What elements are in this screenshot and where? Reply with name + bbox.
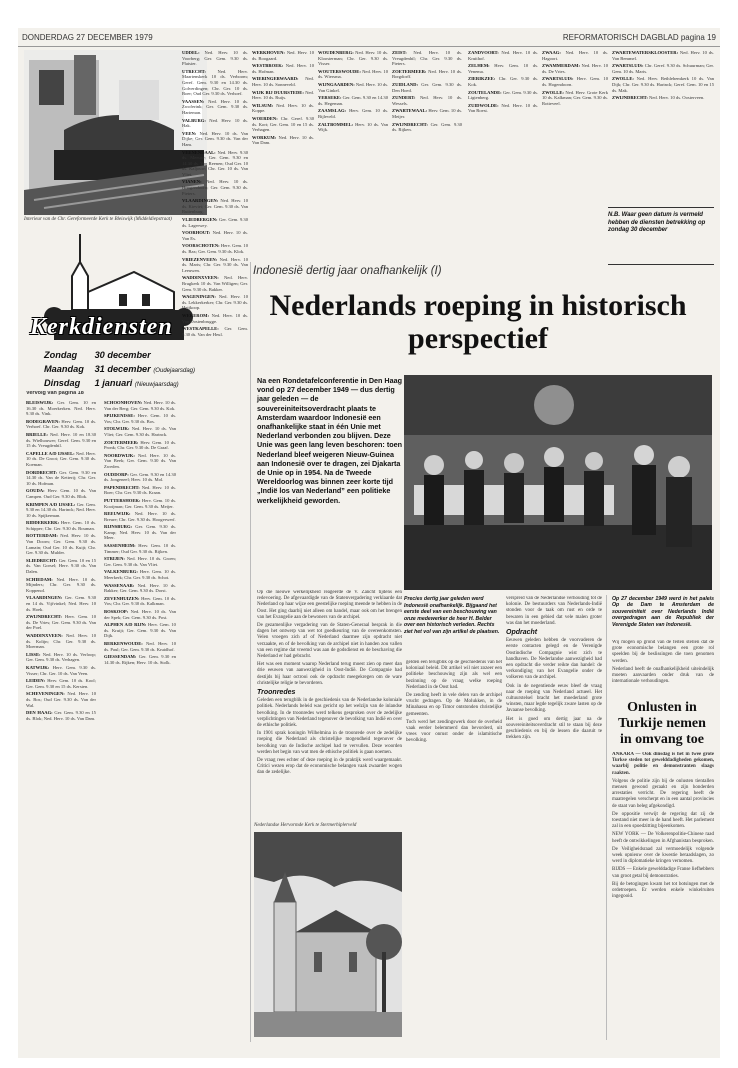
church-interior-photo	[24, 50, 207, 215]
listing-column-1: BLEISWIJK: Ger. Gem. 10 en 16.30 ds. Moerkerken. Ned. Herv. 9.30 ds. Vink. BODEGRAVEN: Herv. Gem. 10 ds. Verhoef. Chr. Ger. 9.30 ds. Kok. BRIELLE: Ned. Herv. 10 en 18.30 ds. Wielhouwer; Geref. Gem. 9.30 en 15 ds. Vreugdenhil. CAPELLE A/D IJSSEL: Ned. Herv. 10 ds. De Groot; Ger. Gem. 9.30 ds. Koeman. DORDRECHT: Ger. Gem. 9.30 en 14.30 ds. Van de Ketterij; Chr. Ger. 10 ds. Hofman. GOUDA: Herv. Gem. 10 ds. Van Campen. Oud Ger. 9.30 ds. Blok. KRIMPEN A/D IJSSEL: Ger. Gem. 9.30 en 14.30 ds. Harinck; Ned. Herv. 10 ds. Spijkerman. RIDDERKERK: Herv. Gem. 10 ds. Schipper; Chr. Ger. 9.30 ds. Bouman. ROTTERDAM: Ned. Herv. 10 ds. Van Doorn; Ger. Gem. 9.30 ds. Lamain; Oud Ger. 10 ds. Kuijt; Chr. Ger. 9.30 ds. Mulder. SLIEDRECHT: Ger. Gem. 10 en 15 ds. Van Gorsel; Herv. 9.30 ds. Van Dalen. SCHIEDAM: Ned. Herv. 10 ds. Mijnders; Chr. Ger. 9.30 ds. Koppenol. VLAARDINGEN: Ger. Gem. 9.30 en 14 ds. Vijfvinkel; Ned. Herv. 10 ds. Hoek. ZWIJNDRECHT: Herv. Gem. 10 ds. De Vries; Ger. Gem. 9.30 ds. Van der Poel. WADDINXVEEN: Ned. Herv. 10 ds. Kolijn; Chr. Ger. 9.30 ds. Moerman. LISSE: Ned. Herv. 10 ds. Verloop; Ger. Gem. 9.30 ds. Verhagen. KATWIJK: Herv. Gem. 9.30 ds. Visser; Chr. Ger. 10 ds. Van Veen. LEIDEN: Herv. Gem. 10 ds. Kool; Ger. Gem. 9.30 en 15 ds. Kersten. SCHEVENINGEN: Ned. Herv. 10 ds. Bos; Oud Ger. 9.30 ds. Van der Wal. DEN HAAG: Ger. Gem. 9.30 en 15 ds. Blok; Ned. Herv. 10 ds. Van Dam.	[26, 400, 96, 721]
side-caption: Op 27 december 1949 werd in het paleis Op de Dam te Amsterdam de souvereiniteit over Nederlands Indië overgedragen aan de Republiek der Verenigde Staten van Indonesië.	[612, 596, 714, 628]
side-body-text: Wij mogen op grond van de feiten stellen dat de grote economische belangen een grote rol speelden bij de beslissingen die toen genomen werden.	[612, 640, 714, 664]
bottom-photo-caption: Nederlandse Hervormde Kerk te Stermerhiplerveld	[254, 823, 357, 828]
header-date: DONDERDAG 27 DECEMBER 1979	[22, 33, 153, 42]
day-name: Maandag	[44, 364, 84, 374]
top-photo-caption: Interieur van de Chr. Gereformeerde Kerk te Bleiswijk (Middeldiepstraat)	[24, 217, 172, 222]
day-name: Zondag	[44, 350, 78, 360]
column-divider-right	[606, 595, 607, 1040]
column-divider	[250, 262, 251, 1042]
header-paper-page: REFORMATORISCH DAGBLAD pagina 19	[562, 33, 716, 42]
side-body: Wij mogen op grond van de feiten stellen dat de grote economische belangen een grote rol speelden bij de beslissingen die toen genomen werden. Nederland heeft de onafhankelijkheid uiteindelijk moeten aanvaarden onder druk van de internationale verhoudingen.	[612, 640, 714, 685]
day-note: (Oudejaarsdag)	[153, 368, 196, 374]
listing-column-4: WERKHOVEN: Ned. Herv. 10 ds. Boogaard. WESTBROEK: Ned. Herv. 10 ds. Hofman. WIERINGERWAARD: Ned. Herv. 10 ds. Sonneveld. WIJK BIJ DUURSTEDE: Ned. Herv. 10 ds. Ruijs. WILSUM: Ned. Herv. 10 ds. Koppe. WOERDEN: Chr. Geref. 9.30 ds. Kort; Ger. Gem. 10 en 15 ds. Verhagen. WORKUM: Ned. Herv. 10 ds. Van Dam.	[252, 50, 314, 146]
article-body-2: Geleden een terugblik in de geschiedenis van de Nederlandse koloniale politiek. Nederlands beleid was gericht op het welzijn van de inlandse bevolking. In de troonredes werd telkens gesproken over de zedelijke verplichtingen van Nederland tegenover de bevolking van Indië en over de ethische politiek.	[257, 698, 402, 729]
subhead-opdracht: Opdracht	[506, 629, 538, 637]
listing-column-3: UDDEL: Ned. Herv. 10 ds. Voorberg; Ger. Gem. 9.30 ds. Plaisier. UTRECHT: Ned. Herv. Maartenskerk 10 ds. Verboom; Geref. Gem. 9.30 en 14.30 ds. Golverdingen; Chr. Ger. 10 ds. Boer; Oud Ger. 9.30 ds. Verhoef. VAASSEN: Ned. Herv. 10 ds. Zwoferink; Ger. Gem. 9.30 ds. Harteman. VALBURG: Ned. Herv. 10 ds. Hak. VEEN: Ned. Herv. 10 ds. Van Dijke; Ger. Gem. 9.30 ds. Van der Ham. VEENENDAAL: Ned. Herv. 9.30 ds. Meeuse; Ger. Gem. 9.30 en 14.30 ds. Van Reenen; Oud Ger. 10 ds. Kaljouw; Chr. Ger. 10 ds. Van Vliet. VIANEN: Ned. Herv. 10 ds. Hoogendoorn; Ger. Gem. 9.30 ds. Pieters. VLAARDINGEN: Ned. Herv. 10 ds. Kieviet; Ger. Gem. 9.30 ds. Van Ruitenburg. VLIEDBERGEN: Ger. Gem. 9.30 ds. Lagerwey. VOORHOUT: Ned. Herv. 10 ds. Van Es. VOORSCHOTEN: Herv. Gem. 10 ds. Bax; Ger. Gem. 9.30 ds. Klok. VRIEZENVEEN: Ned. Herv. 10 ds. Maris; Chr. Ger. 9.30 ds. Van Leeuwen. WADDINXVEEN: Ned. Herv. Brugkerk 10 ds. Van Willigen; Ger. Gem. 9.30 ds. Bakker. WAGENINGEN: Ned. Herv. 10 ds. Lekkerkerker; Chr. Ger. 9.30 ds. Heijkoop. WEKEROM: Ned. Herv. 10 ds. Van Oostenbrugge. WESTKAPELLE: Ger. Gem. 9.30 ds. Van der Heul.	[182, 50, 248, 337]
listing-column-5: WOUDENBERG: Ned. Herv. 10 ds. Kloosterman; Chr. Ger. 9.30 ds. Visser. WOUTERSWOUDE: Ned. Herv. 10 ds. Wiersma. WIJNGAARDEN: Ned. Herv. 10 ds. Van Ginkel. YERSEKE: Ger. Gem. 9.30 en 14.30 ds. Hegeman. ZAAMSLAG: Herv. Gem. 10 ds. Bijleveld. ZALTBOMMEL: Herv. 10 ds. Van Wijk.	[318, 50, 388, 133]
souvereiniteit-photo	[404, 375, 712, 590]
article-body-3: Eeuwen geleden hebben de voorvaderen de eerste contacten gelegd en de Verenigde Oostindische Compagnie wist zich te handhaven. De Nederlandse aanwezigheid had een opdracht die verder reikte dan handel: de verkondiging van het Evangelie onder de volkeren van de archipel.	[506, 638, 602, 681]
listing-column-9: ZWARTEWATERSKLOOSTER: Ned. Herv. 10 ds. Van Bemmel. ZWARTSLUIS: Chr. Geref. 9.30 ds. Schuurman; Ger. Gem. 10 ds. Maris. ZWOLLE: Ned. Herv. Bethlehemkerk 10 ds. Van Dijk; Chr. Ger. 9.30 ds. Harinck; Geref. Gem. 10 en 15 ds. Mak. ZWIJNDRECHT: Ned. Herv. 10 ds. Oosterveen.	[612, 50, 714, 101]
day-note: (Nieuwjaarsdag)	[134, 382, 179, 388]
article-kicker: Indonesië dertig jaar onafhankelijk (I)	[253, 265, 442, 277]
day-date: 1 januari	[94, 378, 133, 388]
turkije-headline: Onlusten in Turkije nemen in omvang toe	[618, 700, 706, 747]
kerkdiensten-title: Kerkdiensten	[30, 314, 173, 340]
day-date: 30 december	[94, 350, 151, 360]
subhead-troonredes: Troonredes	[257, 689, 296, 697]
news-item-3: BIJDS — Enkele gewelddadige Franse liefhebbers van groot getal bij demonstraties.	[612, 867, 714, 879]
news-item-2: NEW YORK — De Volkerenpolitie-Chinese raad heeft de ontwikkelingen in Afghanistan besproken.	[612, 832, 714, 844]
article-intro: Na een Rondetafelconferentie in Den Haag vond op 27 december 1949 — dus dertig jaar geleden — de souvereiniteitsoverdracht plaats te Amsterdam waardoor Indonesië een onafhankelijke staat in één Unie met Nederland verbonden zou blijven. Deze Unie was geen lang leven beschoren: toen Nederland bleef weigeren Nieuw-Guinea aan Indonesië over te dragen, zei Djakarta de Unie op in 1954. Na de Tweede Wereldoorlog was binnen zeer korte tijd „Indië los van Nederland” een politieke werkelijkheid geworden.	[257, 376, 402, 505]
day-name: Dinsdag	[44, 378, 81, 388]
listing-continued-label: Vervolg van pagina 18	[26, 391, 84, 396]
listing-column-8: ZWAAG: Ned. Herv. 10 ds. Hagoort. ZWAMMERDAM: Ned. Herv. 10 ds. De Vries. ZWARTSLUIS: Herv. Gem. 10 ds. Hogendoorn. ZWOLLE: Ned. Herv. Grote Kerk 10 ds. Kalkman; Ger. Gem. 9.30 ds. Rotteveel.	[542, 50, 608, 106]
notice-box: N.B. Waar geen datum is vermeld hebben de diensten betrekking op zondag 30 december	[608, 207, 714, 265]
article-body-col-3: verspreid van de Nederlandse verhouding tot de kolonie. De bestuurders van Nederlands-Indië stonden voor de taak om rust en orde te bewaren in een gebied dat vele malen groter was dan het moederland. Opdracht Eeuwen geleden hebben de voorvaderen de eerste contacten gelegd en de Verenigde Oostindische Compagnie wist zich te handhaven. De Nederlandse aanwezigheid had een opdracht die verder reikte dan handel: de verkondiging van het Evangelie onder de volkeren van de archipel. Ook in de negentiende eeuw bleef de vraag naar de roeping van Nederland actueel. Het cultuurstelsel bracht het moederland grote winsten, maar legde tegelijk zware lasten op de Javaanse bevolking. Het is goed om dertig jaar na de souvereiniteitsoverdracht stil te staan bij deze geschiedenis en bij de lessen die daaruit te trekken zijn.	[506, 596, 602, 741]
article-body-col-1: Op die nieuwe werkelijkheid reageerde de V. Zancht tijdens een redevoering. De afgevaardigde van de Statenvergadering verklaarde dat Nederland op haar wijze een geestelijke roeping meende te hebben in de Oost. Het ging daarbij niet alleen om handel, maar ook om het brengen van het Evangelie aan de bewoners van de archipel. De gezamenlijke vergadering van de Staten-Generaal besprak in die dagen het ontwerp van wet tot goedkeuring van de overeenkomsten. Velen vroegen zich af of Nederland daarmee zijn opdracht niet verzaakte, en of de bevolking van de archipel niet in handen zou vallen van een regime dat vreemd was aan de godsdienst en de beschaving die Nederland er had gebracht. Het was een moment waarop Nederland terug moest zien op meer dan drie eeuwen van aanwezigheid in Oost-Indië. De Compagnie had destijds bij haar octrooi ook de opdracht meegekregen om de ware christelijke religie te bevorderen. Troonredes Geleden een terugblik in de geschiedenis van de Nederlandse koloniale politiek. Nederlands beleid was gericht op het welzijn van de inlandse bevolking. In de troonredes werd telkens gesproken over de zedelijke verplichtingen van Nederland tegenover de bevolking van Indië en over de ethische politiek. In 1901 sprak koningin Wilhelmina in de troonrede over de zedelijke roeping die Nederland als christelijke mogendheid tegenover de bevolking van de Indische archipel had te vervullen. Deze woorden werden het begin van wat men de ethische politiek is gaan noemen. De vraag rees echter of deze roeping in de praktijk werd waargemaakt. Critici wezen erop dat de economische belangen vaak zwaarder wogen dan de zedelijke.	[257, 590, 402, 776]
article-body-col-2: gelden een terugblik op de geschiedenis van het koloniaal beleid. Dit artikel wil niet zozeer een politieke beschouwing zijn als wel een bezinning op de vraag welke roeping Nederland in de Oost had. De zending heeft in vele delen van de archipel vrucht gedragen. Op de Molukken, in de Minahassa en op Timor ontstonden christelijke gemeenten. Toch werd het zendingswerk door de overheid vaak eerder belemmerd dan bevorderd, uit vrees voor onrust onder de islamitische bevolking.	[406, 660, 502, 744]
turkije-body: ANKARA — Ook dinsdag is het in twee grote Turkse steden tot gewelddadigheden gekomen, waarbij politie en demonstranten slaags raakten. Volgens de politie zijn bij de onlusten tientallen mensen gewond geraakt en zijn honderden arrestaties verricht. De regering heeft de maatregelen verscherpt en in een aantal provincies de staat van beleg afgekondigd. De oppositie verwijt de regering dat zij de toestand niet meer in de hand heeft. Het parlement zal in een spoedzitting bijeenkomen. NEW YORK — De Volkerenpolitie-Chinese raad heeft de ontwikkelingen in Afghanistan besproken. De Veiligheidsraad zal vermoedelijk volgende week opnieuw over de kwestie beraadslagen, zo werd in diplomatieke kringen vernomen. BIJDS — Enkele gewelddadige Franse liefhebbers van groot getal bij demonstraties. Bij de betogingen kwam het tot botsingen met de ordetroepen. Er werden enkele winkelruiten ingegooid.	[612, 752, 714, 900]
header-rule	[18, 46, 720, 47]
listing-column-6: ZEIST: Ned. Herv. 10 ds. Vreugdenhil; Chr. Ger. 9.30 ds. Pieters. ZOETERMEER: Ned. Herv. 10 ds. Borgdorff. ZUIDLAND: Ger. Gem. 9.30 ds. Den Hoed. ZUNDERT: Ned. Herv. 10 ds. Wessels. ZWARTEWAAL: Herv. Gem. 10 ds. Meijer. ZWIJNDRECHT: Ger. Gem. 9.30 ds. Rijken.	[392, 50, 462, 133]
listing-column-7: ZANDVOORT: Ned. Herv. 10 ds. Kruithof. ZELHEM: Herv. Gem. 10 ds. Venema. ZIERIKZEE: Chr. Ger. 9.30 ds. Kok. ZOUTELANDE: Ger. Gem. 9.30 ds. Ligtenberg. ZUIDWOLDE: Ned. Herv. 10 ds. Van Roest.	[468, 50, 538, 114]
day-date: 31 december	[94, 364, 151, 374]
herv-church-photo	[254, 832, 402, 1037]
article-headline: Nederlands roeping in historisch perspectief	[269, 289, 687, 355]
article-body-1: Op die nieuwe werkelijkheid reageerde de V. Zancht tijdens een redevoering. De afgevaardigde van de Statenvergadering verklaarde dat Nederland op haar wijze een geestelijke roeping meende te hebben in de Oost. Het ging daarbij niet alleen om handel, maar ook om het brengen van het Evangelie aan de bewoners van de archipel.	[257, 590, 402, 620]
turkije-dateline: ANKARA — Ook dinsdag is het in twee grote Turkse steden tot gewelddadigheden gekomen, waarbij politie en demonstranten slaags raakten.	[612, 752, 714, 776]
listing-column-2: SCHOONHOVEN: Ned. Herv. 10 ds. Van der Berg; Ger. Gem. 9.30 ds. Kok. SPIJKENISSE: Herv. Gem. 10 ds. Vos; Chr. Ger. 9.30 ds. Bos. STOLWIJK: Ned. Herv. 10 ds. Van Vliet; Ger. Gem. 9.30 ds. Harinck. ZOETERMEER: Herv. Gem. 10 ds. Pronk; Chr. Ger. 9.30 ds. De Graaf. NOORDWIJK: Ned. Herv. 10 ds. Van Beek; Ger. Gem. 9.30 ds. Van Zweden. OUDDORP: Ger. Gem. 9.30 en 14.30 ds. Jongeneel; Herv. 10 ds. Mol. PAPENDRECHT: Ned. Herv. 10 ds. Boer; Chr. Ger. 9.30 ds. Kraan. PUTTERSHOEK: Herv. Gem. 10 ds. Kooijman; Ger. Gem. 9.30 ds. Meijer. REEUWIJK: Ned. Herv. 10 ds. Breure; Chr. Ger. 9.30 ds. Hoogerwerf. RIJNSBURG: Ger. Gem. 9.30 ds. Kamp; Ned. Herv. 10 ds. Van der Meer. SASSENHEIM: Herv. Gem. 10 ds. Timmer; Oud Ger. 9.30 ds. Rijken. STRIJEN: Ned. Herv. 10 ds. Groen; Ger. Gem. 9.30 ds. Van Vliet. VALKENBURG: Herv. Gem. 10 ds. Meerkerk; Chr. Ger. 9.30 ds. Schot. WASSENAAR: Ned. Herv. 10 ds. Bakker; Ger. Gem. 9.30 ds. Dorst. ZEVENHUIZEN: Herv. Gem. 10 ds. Vos; Chr. Ger. 9.30 ds. Kalkman. BOSKOOP: Ned. Herv. 10 ds. Van der Spek; Ger. Gem. 9.30 ds. Post. ALPHEN A/D RIJN: Herv. Gem. 10 ds. Kruijt; Ger. Gem. 9.30 ds. Van Dijk. BERKENWOUDE: Ned. Herv. 10 ds. Paul; Ger. Gem. 9.30 ds. Kruidhof. GIESSENDAM: Ger. Gem. 9.30 en 14.30 ds. Rijken; Herv. 10 ds. Stolk.	[104, 400, 176, 665]
photo-caption-bold: Precies dertig jaar geleden werd Indonesië onafhankelijk. Bijgaand het eerste deel van een beschouwing van onze medewerker de heer H. Belder over een historisch verleden. Rechts ziet het vol van zijn artikel de plaatsen.	[404, 596, 500, 635]
page-header	[18, 33, 720, 45]
